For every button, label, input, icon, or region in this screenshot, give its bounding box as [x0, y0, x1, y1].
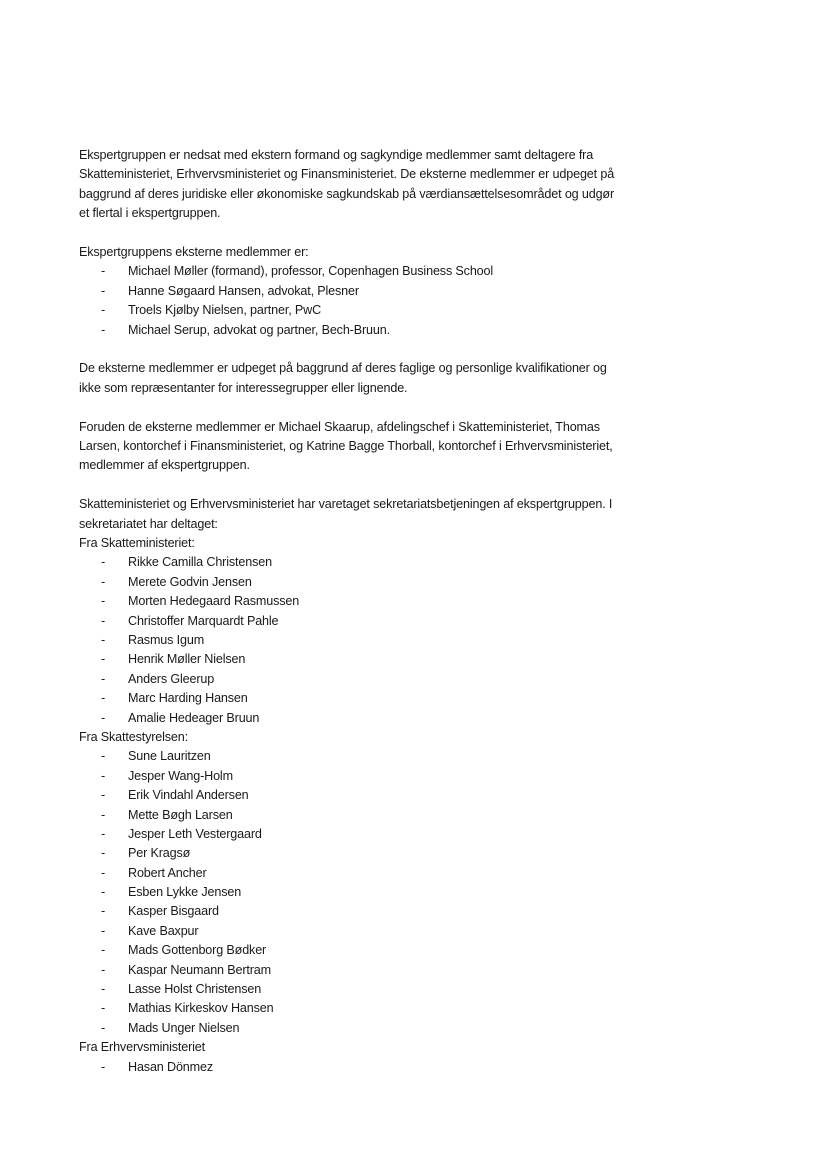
dash-marker: - — [101, 710, 106, 725]
group-heading-text: Fra Erhvervsministeriet — [79, 1040, 206, 1055]
dash-marker: - — [101, 885, 106, 900]
list-item — [79, 321, 619, 340]
member-name: Merete Godvin Jensen — [128, 574, 252, 589]
group-heading-skatteministeriet — [79, 534, 619, 553]
member-name: Esben Lykke Jensen — [128, 885, 242, 900]
member-name: Marc Harding Hansen — [128, 691, 248, 706]
group-heading-text: Fra Skatteministeriet: — [79, 536, 195, 550]
qualification-paragraph — [79, 359, 619, 398]
list-item — [79, 612, 619, 631]
list-item — [79, 922, 619, 941]
internal-line: Larsen, kontorchef i Finansministeriet, og Katrine Bagge Thorball, kontorchef i Erhvervsministeriet, — [79, 438, 613, 453]
dash-marker: - — [101, 943, 106, 958]
member-name: Jesper Leth Vestergaard — [128, 826, 262, 841]
internal-line: medlemmer af ekspertgruppen. — [79, 458, 250, 473]
dash-marker: - — [101, 1059, 106, 1074]
dash-marker: - — [101, 826, 106, 841]
skattestyrelsen-members-list — [79, 747, 619, 1038]
list-item — [79, 961, 619, 980]
member-name: Christoffer Marquardt Pahle — [128, 613, 279, 628]
dash-marker: - — [101, 904, 106, 919]
secretariat-paragraph — [79, 495, 619, 534]
group-heading-skattestyrelsen — [79, 728, 619, 747]
member-name: Hasan Dönmez — [128, 1059, 213, 1074]
list-item — [79, 902, 619, 921]
member-name: Kave Baxpur — [128, 923, 199, 938]
member-name: Erik Vindahl Andersen — [128, 788, 249, 803]
list-item — [79, 786, 619, 805]
group-heading-text: Fra Skattestyrelsen: — [79, 729, 188, 744]
member-name: Henrik Møller Nielsen — [128, 652, 246, 667]
dash-marker: - — [101, 691, 106, 706]
member-name: Mette Bøgh Larsen — [128, 807, 233, 822]
dash-marker: - — [101, 613, 106, 628]
member-name: Troels Kjølby Nielsen, partner, PwC — [128, 303, 322, 318]
member-name: Hanne Søgaard Hansen, advokat, Plesner — [128, 283, 359, 298]
dash-marker: - — [101, 1020, 106, 1035]
skatteministeriet-members-list — [79, 553, 619, 728]
list-item — [79, 825, 619, 844]
internal-line: Foruden de eksterne medlemmer er Michael Skaarup, afdelingschef i Skatteministeriet, Thomas — [79, 419, 600, 434]
secretariat-line: Skatteministeriet og Erhvervsministeriet har varetaget sekretariatsbetjeningen af ekspertgruppen. I — [79, 497, 613, 512]
list-item — [79, 1019, 619, 1038]
dash-marker: - — [101, 303, 106, 318]
dash-marker: - — [101, 1001, 106, 1016]
list-item — [79, 999, 619, 1018]
dash-marker: - — [101, 788, 106, 803]
dash-marker: - — [101, 962, 106, 977]
dash-marker: - — [101, 749, 106, 764]
member-name: Lasse Holst Christensen — [128, 982, 262, 997]
qualification-line: ikke som repræsentanter for interessegrupper eller lignende. — [79, 380, 408, 395]
list-item — [79, 767, 619, 786]
list-item — [79, 747, 619, 766]
list-item — [79, 844, 619, 863]
member-name: Rasmus Igum — [128, 632, 205, 647]
dash-marker: - — [101, 982, 106, 997]
member-name: Per Kragsø — [128, 846, 191, 861]
dash-marker: - — [101, 923, 106, 938]
qualification-line: De eksterne medlemmer er udpeget på baggrund af deres faglige og personlige kvalifikationer og — [79, 361, 607, 376]
member-name: Mathias Kirkeskov Hansen — [128, 1001, 274, 1016]
external-members-list — [79, 262, 619, 340]
list-item — [79, 631, 619, 650]
member-name: Jesper Wang-Holm — [128, 768, 233, 783]
list-item — [79, 553, 619, 572]
list-item — [79, 709, 619, 728]
list-item — [79, 1058, 619, 1077]
dash-marker: - — [101, 768, 106, 783]
dash-marker: - — [101, 671, 106, 686]
dash-marker: - — [101, 865, 106, 880]
list-item — [79, 670, 619, 689]
member-name: Michael Møller (formand), professor, Copenhagen Business School — [128, 264, 494, 279]
member-name: Sune Lauritzen — [128, 749, 211, 764]
dash-marker: - — [101, 807, 106, 822]
list-item — [79, 262, 619, 281]
intro-paragraph — [79, 146, 619, 224]
member-name: Rikke Camilla Christensen — [128, 555, 272, 570]
document-page — [79, 146, 619, 1077]
dash-marker: - — [101, 283, 106, 298]
list-item — [79, 301, 619, 320]
secretariat-line: sekretariatet har deltaget: — [79, 516, 218, 531]
dash-marker: - — [101, 594, 106, 609]
list-item — [79, 806, 619, 825]
external-members-heading — [79, 243, 619, 262]
list-item — [79, 980, 619, 999]
member-name: Amalie Hedeager Bruun — [128, 710, 260, 725]
erhvervsministeriet-members-list — [79, 1058, 619, 1077]
dash-marker: - — [101, 846, 106, 861]
member-name: Kaspar Neumann Bertram — [128, 962, 271, 977]
list-item — [79, 883, 619, 902]
intro-line: baggrund af deres juridiske eller økonomiske sagkundskab på værdiansættelsesområdet og udgør — [79, 186, 615, 201]
member-name: Michael Serup, advokat og partner, Bech-Bruun. — [128, 322, 390, 337]
list-item — [79, 689, 619, 708]
member-name: Anders Gleerup — [128, 671, 215, 686]
dash-marker: - — [101, 555, 106, 570]
dash-marker: - — [101, 632, 106, 647]
member-name: Mads Unger Nielsen — [128, 1020, 240, 1035]
list-item — [79, 573, 619, 592]
list-item — [79, 282, 619, 301]
dash-marker: - — [101, 574, 106, 589]
internal-members-paragraph — [79, 418, 619, 476]
intro-line: Skatteministeriet, Erhvervsministeriet og Finansministeriet. De eksterne medlemmer er udpeget på — [79, 167, 615, 182]
list-item — [79, 592, 619, 611]
list-item — [79, 941, 619, 960]
member-name: Morten Hedegaard Rasmussen — [128, 594, 300, 609]
intro-line: et flertal i ekspertgruppen. — [79, 206, 221, 221]
list-item — [79, 864, 619, 883]
external-heading-text: Ekspertgruppens eksterne medlemmer er: — [79, 245, 309, 260]
dash-marker: - — [101, 322, 106, 337]
spacer — [79, 340, 619, 359]
dash-marker: - — [101, 264, 106, 279]
dash-marker: - — [101, 652, 106, 667]
intro-line: Ekspertgruppen er nedsat med ekstern formand og sagkyndige medlemmer samt deltagere fra — [79, 148, 594, 162]
member-name: Mads Gottenborg Bødker — [128, 943, 267, 958]
list-item — [79, 650, 619, 669]
group-heading-erhvervsministeriet — [79, 1038, 619, 1057]
member-name: Robert Ancher — [128, 865, 207, 880]
member-name: Kasper Bisgaard — [128, 904, 219, 919]
